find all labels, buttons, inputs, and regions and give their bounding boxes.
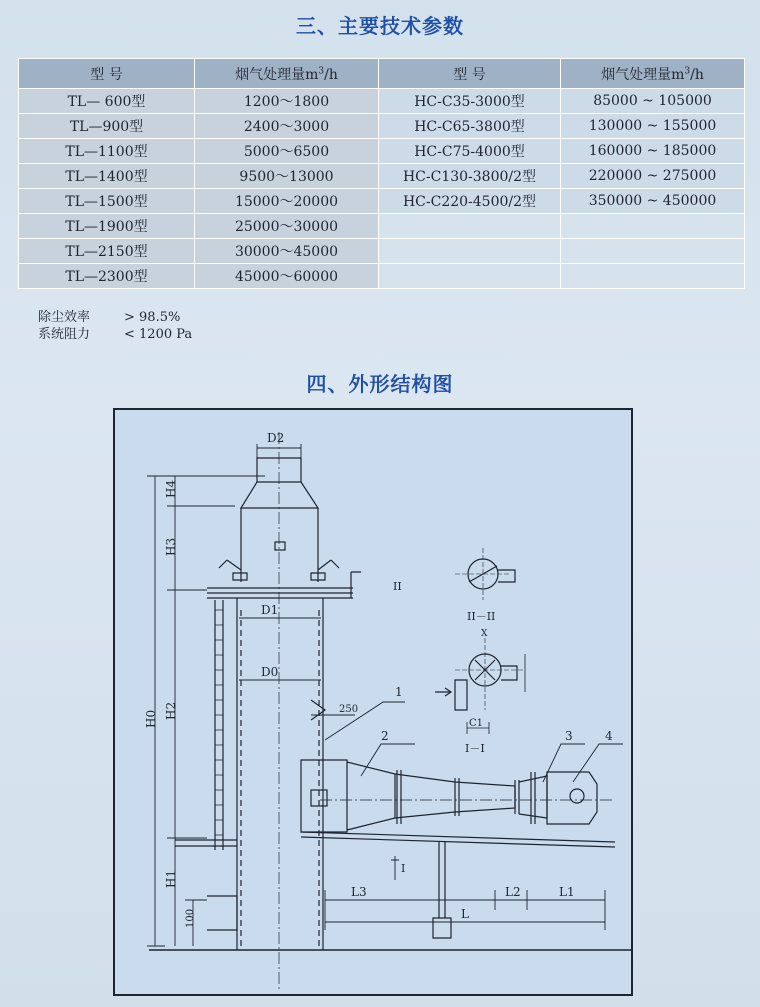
performance-stats bbox=[38, 309, 192, 343]
flow-right-cell bbox=[561, 214, 745, 239]
flange-b bbox=[455, 778, 459, 816]
structure-diagram-svg bbox=[115, 410, 631, 994]
header-flow-right: 烟气处理量$m^3/h$ bbox=[561, 59, 745, 89]
callout-1: 1 bbox=[395, 685, 403, 699]
label-d1: D1 bbox=[261, 603, 279, 617]
model-right-cell: HC-C35-3000型 bbox=[379, 89, 561, 114]
model-left-cell: TL—1100型 bbox=[19, 139, 195, 164]
section-ii-inlet bbox=[498, 570, 515, 582]
platform-rail bbox=[351, 572, 361, 598]
flow-left-cell: 25000～30000 bbox=[195, 214, 379, 239]
table-row bbox=[19, 89, 745, 114]
model-right-cell: HC-C75-4000型 bbox=[379, 139, 561, 164]
label-100: 100 bbox=[185, 908, 196, 928]
table-row bbox=[19, 214, 745, 239]
model-left-cell: TL—1400型 bbox=[19, 164, 195, 189]
table-row bbox=[19, 189, 745, 214]
efficiency-value: > 98.5% bbox=[124, 310, 181, 325]
section-i-axes bbox=[455, 638, 525, 710]
flow-right-cell: 85000 ~ 105000 bbox=[561, 89, 745, 114]
leader-4 bbox=[573, 744, 623, 782]
label-section-ii-view: II－II bbox=[467, 610, 496, 623]
model-left-cell: TL—2150型 bbox=[19, 239, 195, 264]
model-right-cell: HC-C220-4500/2型 bbox=[379, 189, 561, 214]
support-column bbox=[439, 842, 445, 918]
flow-left-cell: 2400～3000 bbox=[195, 114, 379, 139]
table-row bbox=[19, 164, 745, 189]
flow-arrow bbox=[435, 688, 451, 696]
callout-4: 4 bbox=[605, 729, 613, 743]
leader-3 bbox=[543, 744, 585, 782]
resistance-label: 系统阻力 bbox=[38, 327, 91, 342]
section-title-tech-params: 三、主要技术参数 bbox=[296, 14, 464, 38]
table-row bbox=[19, 114, 745, 139]
label-h4: H4 bbox=[164, 479, 178, 498]
tower-viewport bbox=[275, 542, 285, 550]
tower-ladder bbox=[215, 600, 223, 850]
flow-left-cell: 1200～1800 bbox=[195, 89, 379, 114]
label-section-ii: II bbox=[393, 580, 402, 593]
flow-right-cell bbox=[561, 239, 745, 264]
tower-drain-box bbox=[207, 896, 237, 930]
flange-c bbox=[515, 780, 519, 814]
model-left-cell: TL—900型 bbox=[19, 114, 195, 139]
label-c1: C1 bbox=[469, 718, 484, 729]
table-header-row bbox=[19, 59, 745, 89]
section-ii-detail bbox=[455, 548, 515, 600]
label-section-i: I bbox=[401, 862, 406, 875]
flow-left-cell: 45000～60000 bbox=[195, 264, 379, 289]
tower-main-body bbox=[237, 598, 323, 950]
tech-params-table bbox=[18, 58, 745, 289]
support-beam bbox=[301, 832, 615, 847]
label-x: X bbox=[481, 629, 488, 639]
flange-a bbox=[397, 770, 401, 824]
flow-right-cell: 350000 ~ 450000 bbox=[561, 189, 745, 214]
tower-upper-body bbox=[241, 508, 318, 582]
dim-d-lines bbox=[239, 618, 321, 680]
label-250: 250 bbox=[339, 704, 359, 715]
label-l2: L2 bbox=[505, 885, 521, 899]
model-right-cell bbox=[379, 264, 561, 289]
leader-1 bbox=[325, 702, 405, 740]
tower-top-cone bbox=[241, 482, 318, 508]
stat-row-resistance bbox=[38, 326, 192, 343]
section-i-marker bbox=[391, 856, 399, 880]
header-model-left: 型 号 bbox=[19, 59, 195, 89]
tower-inner-lining bbox=[241, 610, 319, 950]
model-right-cell bbox=[379, 239, 561, 264]
label-h2: H2 bbox=[164, 701, 178, 720]
flow-left-cell: 5000～6500 bbox=[195, 139, 379, 164]
model-right-cell: HC-C130-3800/2型 bbox=[379, 164, 561, 189]
callout-2: 2 bbox=[381, 729, 389, 743]
outlet-nozzle bbox=[570, 789, 584, 803]
venturi-inlet-cone bbox=[347, 762, 395, 830]
model-left-cell: TL—2300型 bbox=[19, 264, 195, 289]
flow-left-cell: 9500～13000 bbox=[195, 164, 379, 189]
model-left-cell: TL—1500型 bbox=[19, 189, 195, 214]
section-i-duct bbox=[455, 680, 467, 710]
model-right-cell bbox=[379, 214, 561, 239]
label-d2: D2 bbox=[267, 431, 285, 445]
label-h0: H0 bbox=[144, 709, 158, 728]
venturi-outlet bbox=[547, 772, 597, 824]
flow-right-cell bbox=[561, 264, 745, 289]
flow-left-cell: 15000～20000 bbox=[195, 189, 379, 214]
model-left-cell: TL— 600型 bbox=[19, 89, 195, 114]
duct-connection bbox=[301, 760, 347, 832]
label-section-i-view: I－I bbox=[465, 742, 485, 755]
label-l1: L1 bbox=[559, 885, 575, 899]
efficiency-label: 除尘效率 bbox=[38, 310, 91, 325]
flow-right-cell: 130000 ~ 155000 bbox=[561, 114, 745, 139]
flow-right-cell: 160000 ~ 185000 bbox=[561, 139, 745, 164]
label-l: L bbox=[461, 907, 469, 921]
label-l3: L3 bbox=[351, 885, 367, 899]
flow-right-cell: 220000 ~ 275000 bbox=[561, 164, 745, 189]
stat-row-efficiency bbox=[38, 309, 192, 326]
resistance-value: < 1200 Pa bbox=[124, 327, 193, 342]
header-model-right: 型 号 bbox=[379, 59, 561, 89]
section-i-inlet bbox=[501, 666, 517, 680]
label-h3: H3 bbox=[164, 537, 178, 556]
header-flow-left: 烟气处理量$m^3/h$ bbox=[195, 59, 379, 89]
tower-platform bbox=[207, 588, 353, 598]
section-ii-axes bbox=[455, 548, 511, 600]
label-h1: H1 bbox=[164, 869, 178, 888]
leader-2 bbox=[361, 744, 415, 776]
model-left-cell: TL—1900型 bbox=[19, 214, 195, 239]
lower-platform bbox=[175, 840, 237, 846]
table-row bbox=[19, 139, 745, 164]
table-row bbox=[19, 264, 745, 289]
flow-left-cell: 30000～45000 bbox=[195, 239, 379, 264]
venturi-drawing bbox=[301, 760, 615, 938]
table-row bbox=[19, 239, 745, 264]
model-right-cell: HC-C65-3800型 bbox=[379, 114, 561, 139]
venturi-diffuser bbox=[519, 776, 547, 818]
support-foot bbox=[433, 918, 451, 938]
label-d0: D0 bbox=[261, 665, 279, 679]
structure-diagram bbox=[113, 408, 633, 996]
callout-3: 3 bbox=[565, 729, 573, 743]
tower-drawing bbox=[149, 432, 631, 990]
section-title-structure-diagram: 四、外形结构图 bbox=[306, 372, 454, 396]
ladder-rungs bbox=[215, 610, 223, 835]
